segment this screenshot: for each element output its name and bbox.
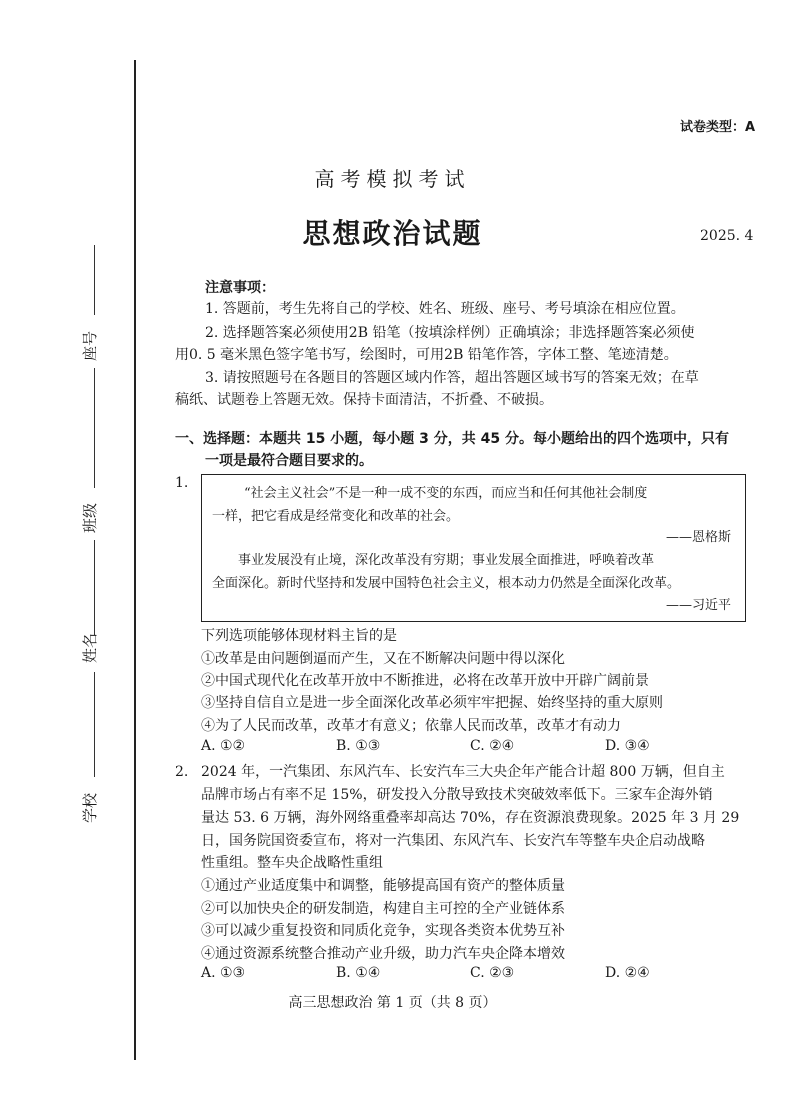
q1-option-b[interactable]: B. ①③ [336, 738, 381, 754]
page-footer: 高三思想政治 第 1 页（共 8 页） [288, 995, 497, 1011]
q2-option-b[interactable]: B. ①④ [336, 965, 381, 981]
q2-line-1: 2024 年，一汽集团、东风汽车、长安汽车三大央企年产能合计超 800 万辆，但自主 [201, 764, 725, 780]
name-label: 姓名 [81, 633, 99, 664]
q1-statement-4: ④为了人民而改革，改革才有意义；依靠人民而改革，改革才有动力 [201, 718, 621, 734]
exam-date: 2025. 4 [700, 228, 754, 244]
class-label: 班级 [81, 503, 99, 534]
note-line-2a: 2. 选择题答案必须使用2B 铅笔（按填涂样例）正确填涂；非选择题答案必须使 [205, 325, 695, 341]
exam-title: 高考模拟考试 [314, 167, 471, 191]
q1-statement-1: ①改革是由问题倒逼而产生，又在不断解决问题中得以深化 [201, 651, 565, 667]
note-line-2b: 用0. 5 毫米黑色签字笔书写，绘图时，可用2B 铅笔作答，字体工整、笔迹清楚。 [175, 347, 678, 363]
section-heading-line1: 一、选择题：本题共 15 小题，每小题 3 分，共 45 分。每小题给出的四个选项中，只有 [175, 431, 729, 447]
q2-line-2: 品牌市场占有率不足 15%，研发投入分散导致技术突破效率低下。三家车企海外销 [201, 787, 713, 803]
q1-number: 1. [175, 475, 189, 491]
note-line-1: 1. 答题前，考生先将自己的学校、姓名、班级、座号、考号填涂在相应位置。 [205, 301, 685, 317]
q1-statement-2: ②中国式现代化在改革开放中不断推进，必将在改革开放中开辟广阔前景 [201, 673, 649, 689]
subject-title: 思想政治试题 [302, 217, 483, 250]
q2-line-5: 性重组。整车央企战略性重组 [201, 855, 383, 871]
q1-author2: ——习近平 [665, 598, 731, 613]
note-line-3b: 稿纸、试题卷上答题无效。保持卡面清洁，不折叠、不破损。 [175, 392, 553, 408]
q1-option-a[interactable]: A. ①② [201, 738, 246, 754]
q1-author1: ——恩格斯 [665, 530, 731, 545]
q1-material-box [201, 474, 746, 622]
q2-statement-3: ③可以减少重复投资和同质化竞争，实现各类资本优势互补 [201, 923, 565, 939]
q1-stem: 下列选项能够体现材料主旨的是 [201, 628, 397, 644]
note-line-3a: 3. 请按照题号在各题目的答题区域内作答，超出答题区域书写的答案无效；在草 [205, 370, 699, 386]
seat-label: 座号 [81, 331, 99, 362]
q1-option-c[interactable]: C. ②④ [470, 738, 515, 754]
q1-statement-3: ③坚持自信自立是进一步全面深化改革必须牢牢把握、始终坚持的重大原则 [201, 695, 663, 711]
notes-title: 注意事项： [205, 280, 275, 296]
q1-quote1-line1: “社会主义社会”不是一种一成不变的东西，而应当和任何其他社会制度 [244, 486, 648, 501]
q2-statement-1: ①通过产业适度集中和调整，能够提高国有资产的整体质量 [201, 878, 565, 894]
q2-statement-4: ④通过资源系统整合推动产业升级，助力汽车央企降本增效 [201, 946, 565, 962]
seat-fill-line [94, 245, 95, 315]
q2-statement-2: ②可以加快央企的研发制造，构建自主可控的全产业链体系 [201, 901, 565, 917]
q1-quote2-line1: 事业发展没有止境，深化改革没有穷期；事业发展全面推进，呼唤着改革 [238, 553, 655, 568]
name-school-line [94, 672, 95, 777]
paper-type: 试卷类型：A [679, 120, 755, 135]
q2-option-c[interactable]: C. ②③ [470, 965, 515, 981]
q2-option-d[interactable]: D. ②④ [605, 965, 650, 981]
school-label: 学校 [81, 793, 99, 824]
binding-line [134, 60, 136, 1060]
q1-quote1-line2: 一样，把它看成是经常变化和改革的社会。 [212, 509, 460, 524]
section-heading-line2: 一项是最符合题目要求的。 [205, 453, 373, 469]
q1-option-d[interactable]: D. ③④ [605, 738, 650, 754]
q2-line-4: 日，国务院国资委宣布，将对一汽集团、东风汽车、长安汽车等整车央企启动战略 [201, 833, 705, 849]
q2-number: 2. [175, 764, 189, 780]
q1-quote2-line2: 全面深化。新时代坚持和发展中国特色社会主义，根本动力仍然是全面深化改革。 [212, 576, 681, 591]
q2-option-a[interactable]: A. ①③ [201, 965, 246, 981]
q2-line-3: 量达 53. 6 万辆，海外网络重叠率却高达 70%，存在资源浪费现象。2025 年 3 月 29 [201, 810, 740, 826]
seat-class-line [94, 368, 95, 488]
